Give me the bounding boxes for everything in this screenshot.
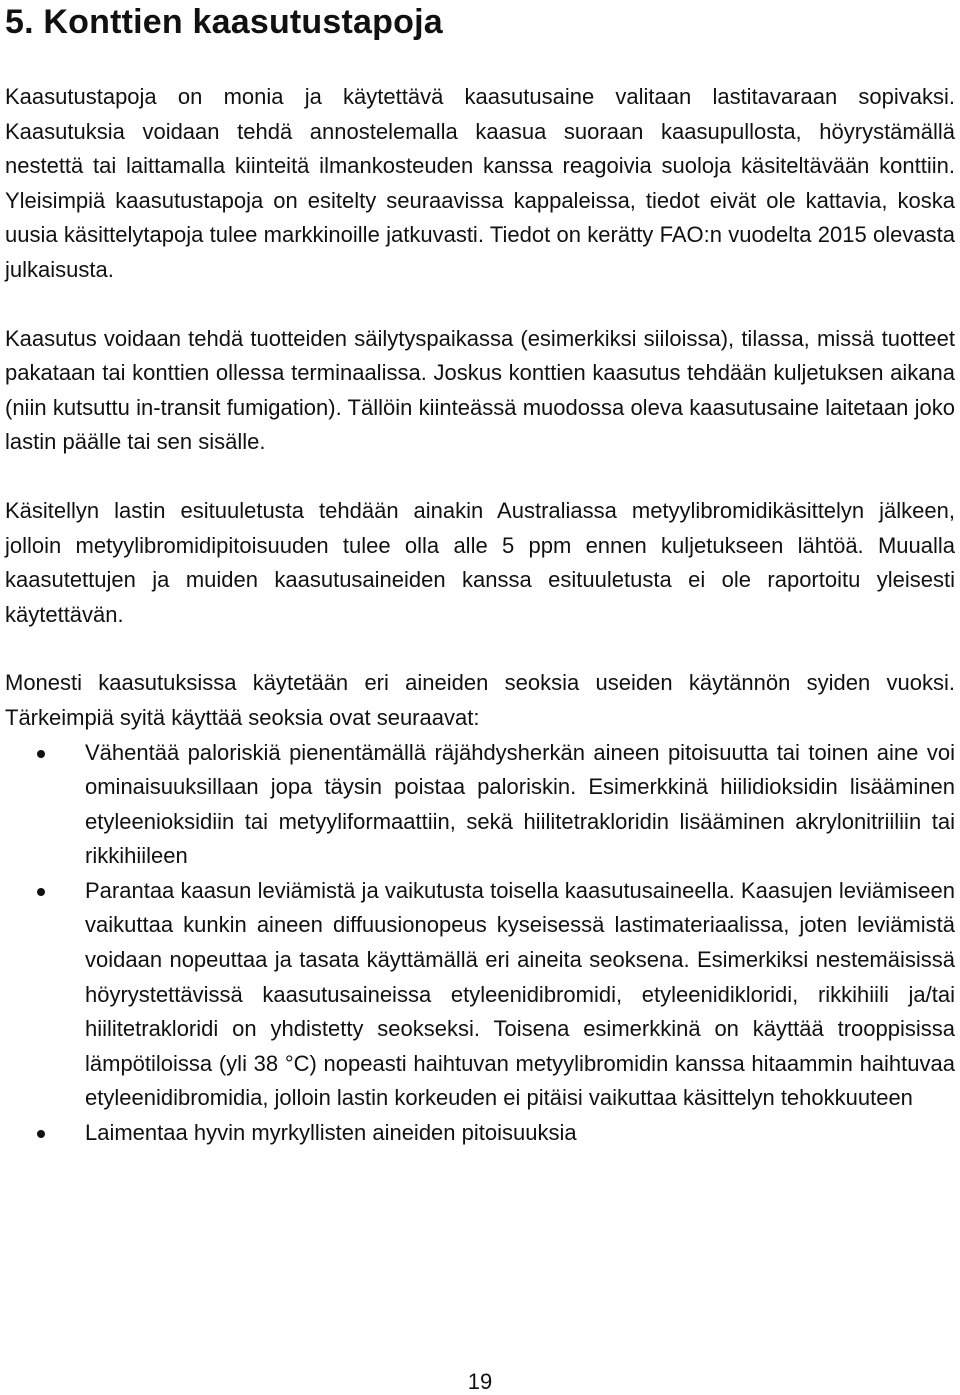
list-item-text: Vähentää paloriskiä pienentämällä räjähdysherkän aineen pitoisuutta tai toinen aine voi ominaisuuksillaan jopa täysin poistaa paloriskin. Esimerkkinä hiilidioksidin lisääminen etyleenioksidiin tai metyyliformaattiin, sekä hiilitetrakloridin lisääminen akrylonitriiliin tai rikkihiileen [85,739,955,869]
list-item-text: Laimentaa hyvin myrkyllisten aineiden pitoisuuksia [85,1120,577,1146]
list-item [5,736,955,874]
bullet-icon [37,750,45,758]
paragraph-preventilation: Käsitellyn lastin esituuletusta tehdään ainakin Australiassa metyylibromidikäsittelyn jälkeen, jolloin metyylibromidipitoisuuden tulee olla alle 5 ppm ennen kuljetukseen lähtöä. Muualla kaasutettujen ja muiden kaasutusaineiden kanssa esituuletusta ei ole raportoitu yleisesti käytettävän. [5,497,955,627]
paragraph-intro: Kaasutustapoja on monia ja käytettävä kaasutusaine valitaan lastitavaraan sopivaksi. Kaasutuksia voidaan tehdä annostelemalla kaasua suoraan kaasupullosta, höyrystämällä nestettä tai laittamalla kiinteitä ilmankosteuden kanssa reagoivia suoloja käsiteltävään konttiin. Yleisimpiä kaasutustapoja on esitelty seuraavissa kappaleissa, tiedot eivät ole kattavia, koska uusia käsittelytapoja tulee markkinoille jatkuvasti. Tiedot on kerätty FAO:n vuodelta 2015 olevasta julkaisusta. [5,84,955,282]
bullet-icon [37,888,45,896]
bullet-icon [37,1130,45,1138]
section-body [5,80,955,1151]
paragraph-locations: Kaasutus voidaan tehdä tuotteiden säilytyspaikassa (esimerkiksi siiloissa), tilassa, missä tuotteet pakataan tai konttien ollessa terminaalissa. Joskus konttien kaasutus tehdään kuljetuksen aikana (niin kutsuttu in-transit fumigation). Tällöin kiinteässä muodossa oleva kaasutusaine laitetaan joko lastin päälle tai sen sisälle. [5,325,955,455]
list-item [5,1116,955,1151]
list-item [5,874,955,1116]
paragraph-mixtures: Monesti kaasutuksissa käytetään eri aineiden seoksia useiden käytännön syiden vuoksi. Tärkeimpiä syitä käyttää seoksia ovat seuraavat: [5,670,955,730]
page-number: 19 [467,1369,493,1394]
list-item-text: Parantaa kaasun leviämistä ja vaikutusta toisella kaasutusaineella. Kaasujen leviämiseen vaikuttaa kunkin aineen diffuusionopeus kyseisessä lastimateriaalissa, joten leviämistä voidaan nopeuttaa ja tasata käyttämällä eri aineita seoksena. Esimerkiksi nestemäisissä höyrystettävissä kaasutusaineissa etyleenidibromidi, etyleenidikloridi, rikkihiili ja/tai hiilitetrakloridi on yhdistetty seokseksi. Toisena esimerkkinä on käyttää trooppisissa lämpötiloissa (yli 38 °C) nopeasti haihtuvan metyylibromidin kanssa hitaammin haihtuvaa etyleenidibromidia, jolloin lastin korkeuden ei pitäisi vaikuttaa käsittelyn tehokkuuteen [85,877,955,1111]
reasons-list [5,736,955,1151]
section-heading: 5. Konttien kaasutustapoja [5,3,443,41]
